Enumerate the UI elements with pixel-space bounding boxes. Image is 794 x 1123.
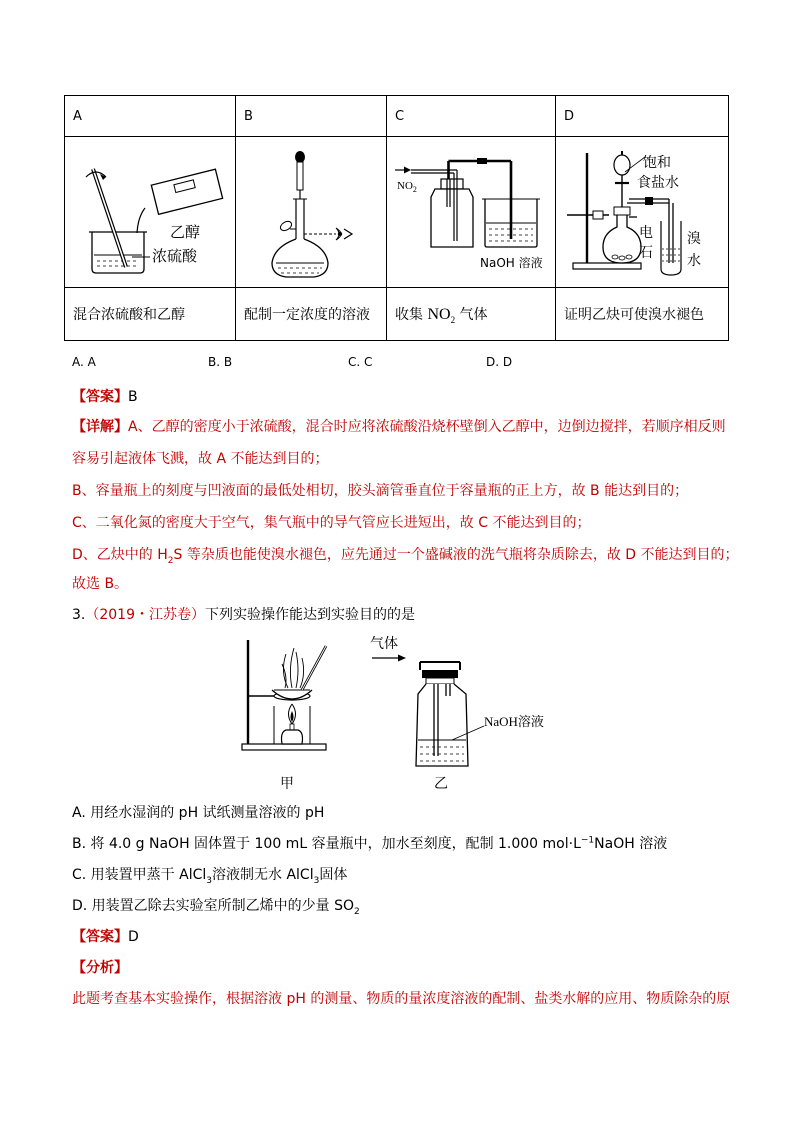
caption-c: 收集 $NO_2$ 气体 <box>387 288 556 341</box>
header-b: B <box>236 96 387 137</box>
question-3-source: （2019・江苏卷） <box>85 607 205 623</box>
label-ethanol: 乙醇 <box>170 223 201 241</box>
option-c[interactable]: C. C <box>348 355 373 369</box>
q3-option-b[interactable]: B. 将 4.0 g NaOH 固体置于 100 mL 容量瓶中，加水至刻度，配制 1.000 $mol\cdot L^{-1}NaOH$ 溶液 <box>72 835 668 852</box>
label-gas: 气体 <box>370 636 398 652</box>
q3-option-a[interactable]: A. 用经水湿润的 pH 试纸测量溶液的 pH <box>72 805 325 821</box>
figure-b-volumetric-flask <box>236 137 386 287</box>
detail-line-2: 容易引起液体飞溅，故 A 不能达到目的； <box>72 451 329 467</box>
label-carbide-2: 石 <box>639 245 653 261</box>
label-naoh-solution-yi: NaOH溶液 <box>484 714 544 729</box>
caption-d: 证明乙炔可使溴水褪色 <box>556 288 729 341</box>
label-bromine-2: 水 <box>687 253 701 269</box>
label-no2: $NO_2$ <box>397 180 417 194</box>
figure-d-acetylene-setup <box>557 137 727 287</box>
caption-a: 混合浓硫酸和乙醇 <box>65 288 236 341</box>
analysis-q3-heading: 【分析】 <box>72 960 128 976</box>
header-d: D <box>556 96 729 137</box>
figure-d-cell <box>556 137 729 288</box>
q3-option-c[interactable]: C. 用装置甲蒸干 AlCl$_3$溶液制无水 AlCl$_3$固体 <box>72 867 348 886</box>
analysis-q3-text: 此题考查基本实验操作，根据溶液 pH 的测量、物质的量浓度溶液的配制、盐类水解的应用、物质除杂的原 <box>72 991 731 1007</box>
question-3-stem: 下列实验操作能达到实验目的的是 <box>205 607 415 623</box>
answer-q3-value: D <box>128 929 139 945</box>
apparatus-jia <box>242 640 326 750</box>
answer-q2: 【答案】B <box>72 389 138 405</box>
figure-a-cell <box>65 137 236 288</box>
label-carbide-1: 电 <box>639 225 653 241</box>
label-naoh-solution-c: NaOH 溶液 <box>480 256 543 270</box>
label-conc-sulfuric-acid: 浓硫酸 <box>152 247 198 265</box>
answer-q2-value: B <box>128 389 138 405</box>
experiment-table <box>64 95 729 341</box>
label-saturated-2: 食盐水 <box>637 175 679 191</box>
figure-b-cell <box>236 137 387 288</box>
label-yi: 乙 <box>434 776 448 792</box>
detail-line-4: C、二氧化氮的密度大于空气，集气瓶中的导气管应长进短出，故 C 不能达到目的； <box>72 515 591 531</box>
q3-option-d[interactable]: D. 用装置乙除去实验室所制乙烯中的少量 $SO_2$ <box>72 898 360 917</box>
label-jia: 甲 <box>280 776 294 792</box>
label-saturated-1: 饱和 <box>643 155 671 171</box>
caption-b: 配制一定浓度的溶液 <box>236 288 387 341</box>
figure-a-mixing-acid <box>66 137 234 287</box>
option-a[interactable]: A. A <box>72 355 96 369</box>
question-3: 3.（2019・江苏卷）下列实验操作能达到实验目的的是 <box>72 607 415 623</box>
options-q2 <box>72 355 632 373</box>
answer-q3: 【答案】D <box>72 929 139 945</box>
figure-c-collecting-no2 <box>387 137 555 287</box>
detail-line-5: D、乙炔中的 $H_2S$ 等杂质也能使溴水褪色，应先通过一个盛碱液的洗气瓶将杂质除去，故 D 不能达到目的； <box>72 547 739 566</box>
header-a: A <box>65 96 236 137</box>
option-b[interactable]: B. B <box>208 355 233 369</box>
label-bromine-1: 溴 <box>687 231 701 247</box>
detail-line-1: 【详解】A、乙醇的密度小于浓硫酸，混合时应将浓硫酸沿烧杯壁倒入乙醇中，边倒边搅拌，若顺序相反则 <box>72 419 726 435</box>
figure-q3-apparatus <box>230 632 580 792</box>
figure-c-cell <box>387 137 556 288</box>
apparatus-yi <box>372 655 484 767</box>
detail-line-3: B、容量瓶上的刻度与凹液面的最低处相切，胶头滴管垂直位于容量瓶的正上方，故 B 能达到目的； <box>72 483 689 499</box>
header-c: C <box>387 96 556 137</box>
detail-line-6: 故选 B。 <box>72 576 129 592</box>
option-d[interactable]: D. D <box>486 355 513 369</box>
